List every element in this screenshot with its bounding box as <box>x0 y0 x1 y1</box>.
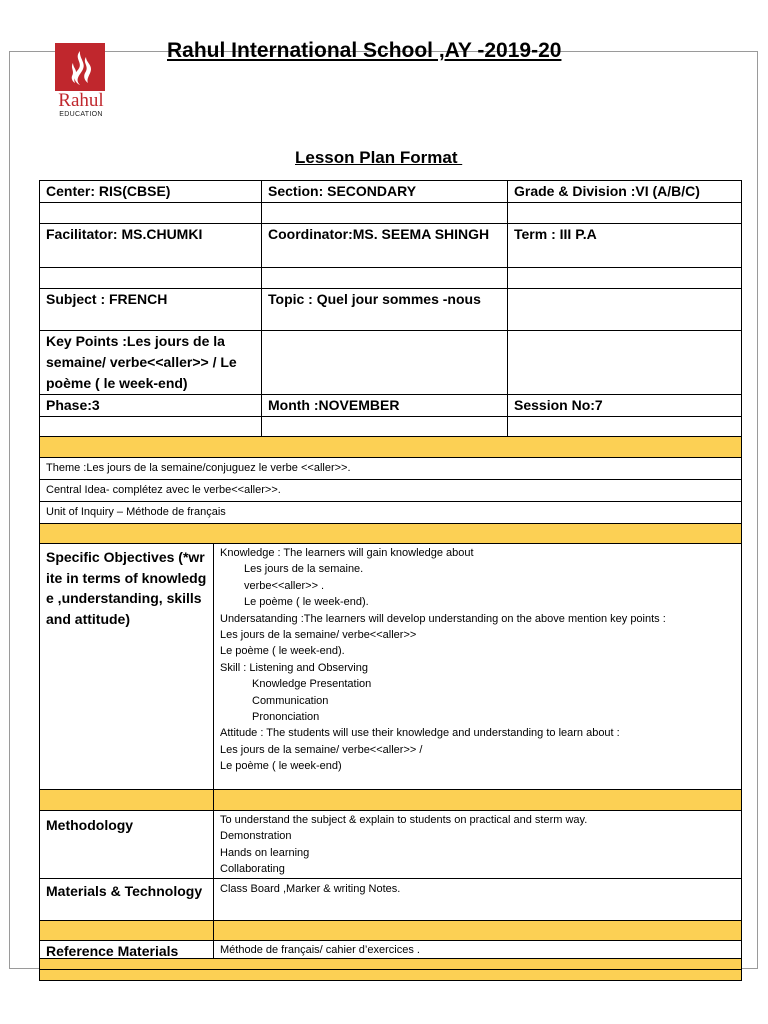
objective-line: verbe<<aller>> . <box>244 579 325 592</box>
objective-line: Undersatanding :The learners will develop understanding on the above mention key points : <box>220 612 666 625</box>
objective-line: Communication <box>252 694 329 707</box>
objective-line: Le poème ( le week-end) <box>220 760 342 773</box>
methodology-line: Hands on learning <box>220 846 310 859</box>
session-cell: Session No:7 <box>508 395 742 417</box>
materials-content: Class Board ,Marker & writing Notes. <box>214 878 742 920</box>
logo-subtext: EDUCATION <box>59 111 103 118</box>
blank-cell <box>40 417 262 438</box>
methodology-line: To understand the subject & explain to students on practical and sterm way. <box>220 814 588 826</box>
section-cell: Section: SECONDARY <box>262 181 508 203</box>
yellow-band <box>214 790 742 811</box>
reference-content: Méthode de français/ cahier d’exercices . <box>214 940 742 962</box>
methodology-content <box>214 811 742 879</box>
document-title: Lesson Plan Format <box>295 148 463 167</box>
objectives-content <box>214 544 742 790</box>
month-cell: Month :NOVEMBER <box>262 395 508 417</box>
objectives-label: Specific Objectives (*write in terms of knowledge ,understanding, skills and attitude) <box>40 544 214 790</box>
yellow-band <box>40 524 742 544</box>
subject-cell: Subject : FRENCH <box>40 289 262 331</box>
objective-line: Knowledge : The learners will gain knowledge about <box>220 547 474 559</box>
objective-line: Les jours de la semaine/ verbe<<aller>> / <box>220 743 423 756</box>
blank-cell <box>508 203 742 224</box>
blank-cell <box>262 203 508 224</box>
blank-cell <box>40 203 262 224</box>
bottom-bands <box>39 958 742 981</box>
blank-cell <box>508 417 742 438</box>
blank-cell <box>40 268 262 289</box>
yellow-band <box>214 920 742 940</box>
objective-line: Le poème ( le week-end). <box>244 596 369 609</box>
blank-cell <box>262 268 508 289</box>
objective-line: Skill : Listening and Observing <box>220 661 368 674</box>
unit-of-inquiry-row: Unit of Inquiry – Méthode de français <box>40 502 742 524</box>
flame-logo-icon <box>55 43 105 91</box>
methodology-lines <box>220 812 735 878</box>
yellow-band <box>40 437 742 458</box>
yellow-band <box>40 970 742 981</box>
objective-line: Le poème ( le week-end). <box>220 645 345 658</box>
blank-cell <box>508 331 742 395</box>
blank-cell <box>508 268 742 289</box>
yellow-band <box>40 790 214 811</box>
coordinator-cell: Coordinator:MS. SEEMA SHINGH <box>262 224 508 268</box>
school-logo <box>52 43 110 119</box>
objective-line: Attitude : The students will use their knowledge and understanding to learn about : <box>220 727 620 740</box>
center-cell: Center: RIS(CBSE) <box>40 181 262 203</box>
phase-cell: Phase:3 <box>40 395 262 417</box>
objective-line: Les jours de la semaine/ verbe<<aller>> <box>220 629 417 642</box>
yellow-band <box>40 920 214 940</box>
blank-cell <box>508 289 742 331</box>
grade-cell: Grade & Division :VI (A/B/C) <box>508 181 742 203</box>
objective-line: Knowledge Presentation <box>252 678 372 691</box>
materials-label: Materials & Technology <box>40 878 214 920</box>
theme-table <box>39 436 742 544</box>
methodology-label: Methodology <box>40 811 214 879</box>
theme-row: Theme :Les jours de la semaine/conjuguez le verbe <<aller>>. <box>40 458 742 480</box>
methodology-line: Demonstration <box>220 830 292 843</box>
reference-label: Reference Materials <box>40 940 214 962</box>
plan-table <box>39 543 742 962</box>
facilitator-cell: Facilitator: MS.CHUMKI <box>40 224 262 268</box>
objective-line: Les jours de la semaine. <box>244 563 364 576</box>
school-title: Rahul International School ,AY -2019-20 <box>167 39 562 62</box>
info-table <box>39 180 742 438</box>
blank-cell <box>262 331 508 395</box>
blank-cell <box>262 417 508 438</box>
term-cell: Term : III P.A <box>508 224 742 268</box>
objective-line: Prononciation <box>252 711 320 724</box>
yellow-band <box>40 959 742 970</box>
topic-cell: Topic : Quel jour sommes -nous <box>262 289 508 331</box>
objectives-lines <box>220 545 735 775</box>
key-points-cell: Key Points :Les jours de la semaine/ verbe<<aller>> / Le poème ( le week-end) <box>40 331 262 395</box>
logo-text: Rahul <box>58 90 104 111</box>
central-idea-row: Central Idea- complétez avec le verbe<<aller>>. <box>40 480 742 502</box>
methodology-line: Collaborating <box>220 863 285 876</box>
